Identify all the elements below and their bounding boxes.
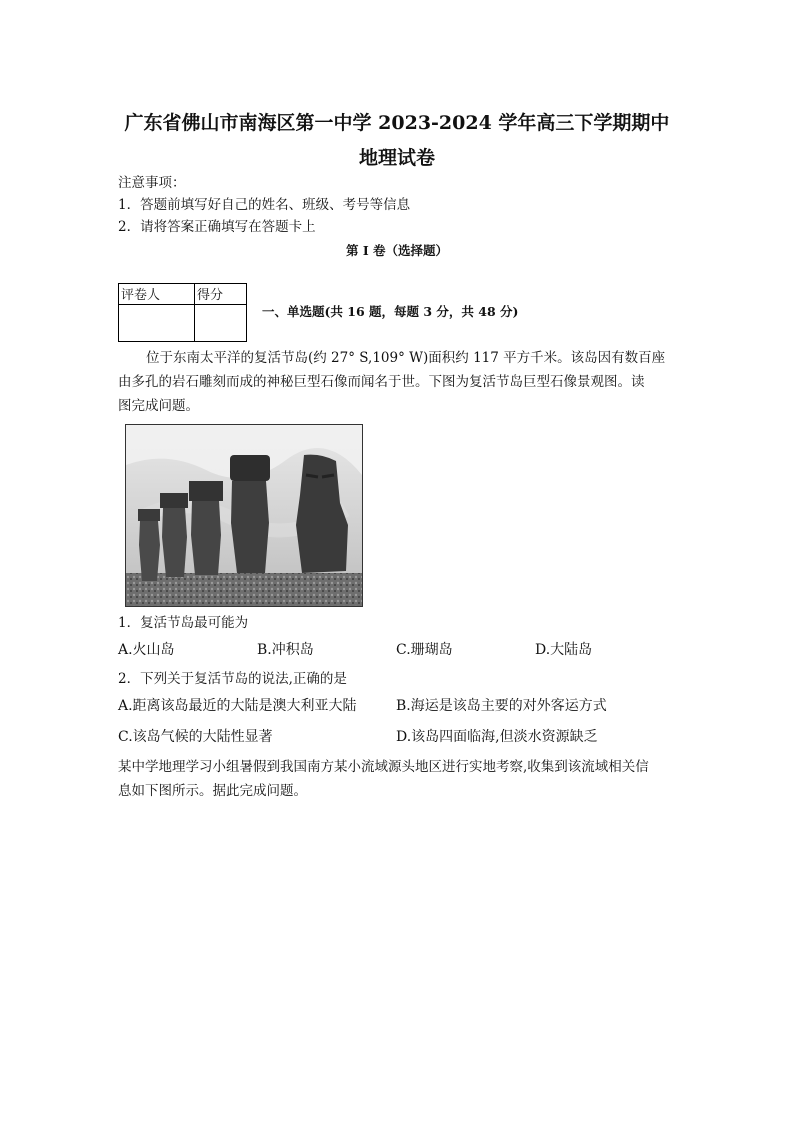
passage1-line1: 位于东南太平洋的复活节岛(约 27° S,109° W)面积约 117 平方千米。该岛因有数百座 <box>146 350 666 366</box>
question-1-option-c: C.珊瑚岛 <box>396 642 453 658</box>
notice-heading: 注意事项： <box>118 175 186 191</box>
easter-island-moai-photo <box>125 424 363 607</box>
score-label: 得分 <box>195 284 247 305</box>
question-1-stem: 1．复活节岛最可能为 <box>118 615 249 631</box>
grader-cell <box>119 305 195 342</box>
passage1-line3: 图完成问题。 <box>118 398 199 414</box>
exam-title-line1: 广东省佛山市南海区第一中学 2023-2024 学年高三下学期期中 <box>124 112 670 134</box>
score-box <box>118 283 247 342</box>
question-2-stem: 2．下列关于复活节岛的说法,正确的是 <box>118 671 347 687</box>
passage2 <box>118 755 674 803</box>
passage2-line1: 某中学地理学习小组暑假到我国南方某小流域源头地区进行实地考察,收集到该流域相关信 <box>118 759 649 775</box>
notice-item-2: 2．请将答案正确填写在答题卡上 <box>118 219 316 235</box>
question-2-option-c: C.该岛气候的大陆性显著 <box>118 729 273 745</box>
passage1 <box>118 346 674 418</box>
question-2-option-a: A.距离该岛最近的大陆是澳大利亚大陆 <box>118 698 357 714</box>
grader-label: 评卷人 <box>119 284 195 305</box>
question-1-option-a: A.火山岛 <box>118 642 175 658</box>
question-1-option-b: B.冲积岛 <box>257 642 314 658</box>
passage2-line2: 息如下图所示。据此完成问题。 <box>118 783 307 799</box>
question-1-option-d: D.大陆岛 <box>535 642 593 658</box>
passage1-line2: 由多孔的岩石雕刻而成的神秘巨型石像而闻名于世。下图为复活节岛巨型石像景观图。读 <box>118 374 645 390</box>
exam-title-line2: 地理试卷 <box>358 147 435 169</box>
score-cell <box>195 305 247 342</box>
question-2-option-b: B.海运是该岛主要的对外客运方式 <box>396 698 607 714</box>
part1-heading: 一、单选题(共 16 题，每题 3 分，共 48 分) <box>262 304 519 319</box>
volume-label: 第 I 卷（选择题） <box>345 243 449 258</box>
question-2-option-d: D.该岛四面临海,但淡水资源缺乏 <box>396 729 598 745</box>
notice-item-1: 1．答题前填写好自己的姓名、班级、考号等信息 <box>118 197 411 213</box>
